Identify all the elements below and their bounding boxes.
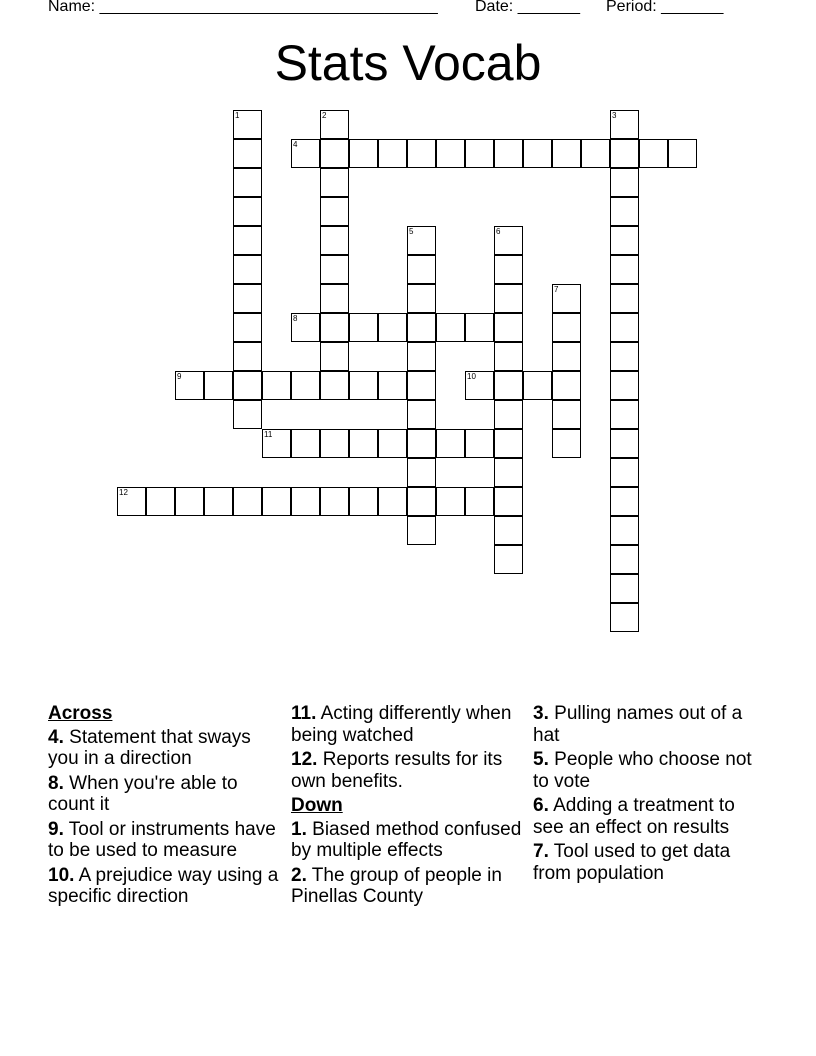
crossword-cell[interactable] — [407, 458, 436, 487]
crossword-cell[interactable] — [552, 400, 581, 429]
crossword-cell[interactable] — [233, 255, 262, 284]
crossword-cell[interactable] — [407, 429, 436, 458]
crossword-cell[interactable] — [494, 371, 523, 400]
crossword-cell[interactable] — [407, 284, 436, 313]
crossword-cell[interactable] — [610, 400, 639, 429]
crossword-cell[interactable] — [639, 139, 668, 168]
crossword-cell[interactable] — [407, 400, 436, 429]
crossword-cell[interactable] — [233, 371, 262, 400]
crossword-cell[interactable] — [407, 139, 436, 168]
crossword-cell[interactable] — [378, 429, 407, 458]
crossword-cell[interactable] — [610, 342, 639, 371]
clue-number: 6 — [496, 227, 501, 236]
crossword-cell[interactable] — [494, 255, 523, 284]
clue-number: 12 — [119, 488, 128, 497]
crossword-cell[interactable] — [204, 487, 233, 516]
crossword-cell[interactable] — [494, 516, 523, 545]
clue-down-1: 1. Biased method confused by multiple effects — [291, 818, 522, 861]
crossword-cell[interactable] — [320, 197, 349, 226]
crossword-cell[interactable] — [349, 139, 378, 168]
crossword-cell[interactable] — [494, 284, 523, 313]
crossword-cell[interactable] — [320, 284, 349, 313]
clue-number: 1 — [235, 111, 240, 120]
crossword-cell[interactable] — [610, 487, 639, 516]
crossword-cell[interactable] — [610, 574, 639, 603]
crossword-cell[interactable] — [436, 139, 465, 168]
clue-down-5: 5. People who choose not to vote — [533, 749, 752, 792]
crossword-cell[interactable] — [436, 487, 465, 516]
clue-number: 7 — [554, 285, 559, 294]
crossword-cell[interactable] — [610, 458, 639, 487]
crossword-cell[interactable] — [320, 139, 349, 168]
crossword-cell[interactable] — [349, 371, 378, 400]
crossword-cell[interactable] — [407, 255, 436, 284]
crossword-cell[interactable] — [552, 342, 581, 371]
crossword-cell[interactable] — [262, 487, 291, 516]
period-field[interactable]: Period: _______ — [606, 0, 724, 15]
name-field[interactable]: Name: ______________________________________ — [48, 0, 438, 15]
crossword-cell[interactable] — [291, 429, 320, 458]
crossword-cell[interactable] — [610, 226, 639, 255]
crossword-cell[interactable] — [233, 110, 262, 139]
crossword-cell[interactable] — [233, 487, 262, 516]
across-heading: Across — [48, 703, 113, 724]
crossword-cell[interactable] — [494, 400, 523, 429]
crossword-cell[interactable] — [610, 197, 639, 226]
clue-number: 2 — [322, 111, 327, 120]
crossword-cell[interactable] — [378, 487, 407, 516]
crossword-cell[interactable] — [436, 429, 465, 458]
crossword-cell[interactable] — [494, 342, 523, 371]
crossword-cell[interactable] — [610, 139, 639, 168]
crossword-cell[interactable] — [233, 342, 262, 371]
crossword-cell[interactable] — [175, 371, 204, 400]
clue-down-7: 7. Tool used to get data from population — [533, 841, 731, 884]
crossword-cell[interactable] — [175, 487, 204, 516]
crossword-cell[interactable] — [233, 284, 262, 313]
crossword-cell[interactable] — [552, 429, 581, 458]
crossword-cell[interactable] — [349, 429, 378, 458]
crossword-cell[interactable] — [407, 516, 436, 545]
crossword-cell[interactable] — [610, 516, 639, 545]
clue-number: 4 — [293, 140, 298, 149]
crossword-cell[interactable] — [407, 226, 436, 255]
crossword-cell[interactable] — [552, 139, 581, 168]
crossword-cell[interactable] — [552, 371, 581, 400]
crossword-cell[interactable] — [233, 197, 262, 226]
crossword-cell[interactable] — [378, 139, 407, 168]
crossword-cell[interactable] — [610, 110, 639, 139]
crossword-cell[interactable] — [233, 226, 262, 255]
crossword-cell[interactable] — [581, 139, 610, 168]
clue-number: 11 — [264, 430, 273, 439]
crossword-cell[interactable] — [291, 371, 320, 400]
crossword-cell[interactable] — [610, 313, 639, 342]
crossword-cell[interactable] — [262, 429, 291, 458]
crossword-cell[interactable] — [233, 313, 262, 342]
crossword-cell[interactable] — [320, 429, 349, 458]
crossword-cell[interactable] — [320, 255, 349, 284]
crossword-cell[interactable] — [465, 139, 494, 168]
crossword-cell[interactable] — [610, 371, 639, 400]
clue-number: 3 — [612, 111, 617, 120]
crossword-cell[interactable] — [378, 313, 407, 342]
crossword-cell[interactable] — [436, 313, 465, 342]
crossword-cell[interactable] — [407, 371, 436, 400]
crossword-cell[interactable] — [349, 487, 378, 516]
crossword-cell[interactable] — [552, 284, 581, 313]
crossword-cell[interactable] — [523, 139, 552, 168]
crossword-cell[interactable] — [262, 371, 291, 400]
crossword-cell[interactable] — [320, 110, 349, 139]
crossword-cell[interactable] — [465, 371, 494, 400]
clues-column-2 — [291, 703, 527, 911]
clue-across-11: 11. Acting differently when being watched — [291, 703, 512, 746]
clue-across-12: 12. Reports results for its own benefits. — [291, 749, 503, 792]
crossword-cell[interactable] — [320, 371, 349, 400]
clue-across-10: 10. A prejudice way using a specific direction — [48, 864, 279, 907]
crossword-cell[interactable] — [610, 168, 639, 197]
crossword-cell[interactable] — [523, 371, 552, 400]
crossword-cell[interactable] — [494, 313, 523, 342]
clues-column-1 — [48, 703, 284, 911]
crossword-cell[interactable] — [233, 400, 262, 429]
crossword-cell[interactable] — [494, 545, 523, 574]
crossword-cell[interactable] — [378, 371, 407, 400]
crossword-cell[interactable] — [610, 603, 639, 632]
crossword-cell[interactable] — [233, 168, 262, 197]
crossword-cell[interactable] — [465, 313, 494, 342]
crossword-cell[interactable] — [146, 487, 175, 516]
crossword-cell[interactable] — [494, 487, 523, 516]
crossword-cell[interactable] — [494, 139, 523, 168]
clue-across-4: 4. Statement that sways you in a direction — [48, 726, 251, 769]
crossword-cell[interactable] — [610, 429, 639, 458]
crossword-cell[interactable] — [320, 342, 349, 371]
down-heading: Down — [291, 795, 343, 816]
crossword-cell[interactable] — [494, 458, 523, 487]
crossword-cell[interactable] — [349, 313, 378, 342]
crossword-cell[interactable] — [407, 342, 436, 371]
crossword-cell[interactable] — [494, 226, 523, 255]
clue-across-8: 8. When you're able to count it — [48, 772, 238, 815]
crossword-cell[interactable] — [668, 139, 697, 168]
clue-number: 8 — [293, 314, 298, 323]
crossword-cell[interactable] — [320, 487, 349, 516]
crossword-cell[interactable] — [233, 139, 262, 168]
clue-number: 10 — [467, 372, 476, 381]
crossword-cell[interactable] — [117, 487, 146, 516]
crossword-cell[interactable] — [291, 487, 320, 516]
crossword-cell[interactable] — [204, 371, 233, 400]
crossword-cell[interactable] — [320, 168, 349, 197]
clue-down-3: 3. Pulling names out of a hat — [533, 703, 743, 746]
crossword-cell[interactable] — [291, 139, 320, 168]
crossword-cell[interactable] — [407, 313, 436, 342]
crossword-cell[interactable] — [407, 487, 436, 516]
crossword-cell[interactable] — [552, 313, 581, 342]
clue-number: 5 — [409, 227, 414, 236]
clues-column-3 — [533, 703, 769, 887]
crossword-cell[interactable] — [610, 284, 639, 313]
crossword-cell[interactable] — [610, 255, 639, 284]
crossword-cell[interactable] — [320, 313, 349, 342]
clue-across-9: 9. Tool or instruments have to be used to measure — [48, 818, 276, 861]
date-field[interactable]: Date: _______ — [475, 0, 580, 15]
page-title: Stats Vocab — [274, 35, 542, 91]
crossword-cell[interactable] — [494, 429, 523, 458]
crossword-cell[interactable] — [320, 226, 349, 255]
crossword-cell[interactable] — [610, 545, 639, 574]
clue-number: 9 — [177, 372, 182, 381]
crossword-cell[interactable] — [465, 487, 494, 516]
crossword-cell[interactable] — [291, 313, 320, 342]
clue-down-6: 6. Adding a treatment to see an effect on results — [533, 795, 735, 838]
crossword-cell[interactable] — [465, 429, 494, 458]
clue-down-2: 2. The group of people in Pinellas County — [291, 864, 502, 907]
